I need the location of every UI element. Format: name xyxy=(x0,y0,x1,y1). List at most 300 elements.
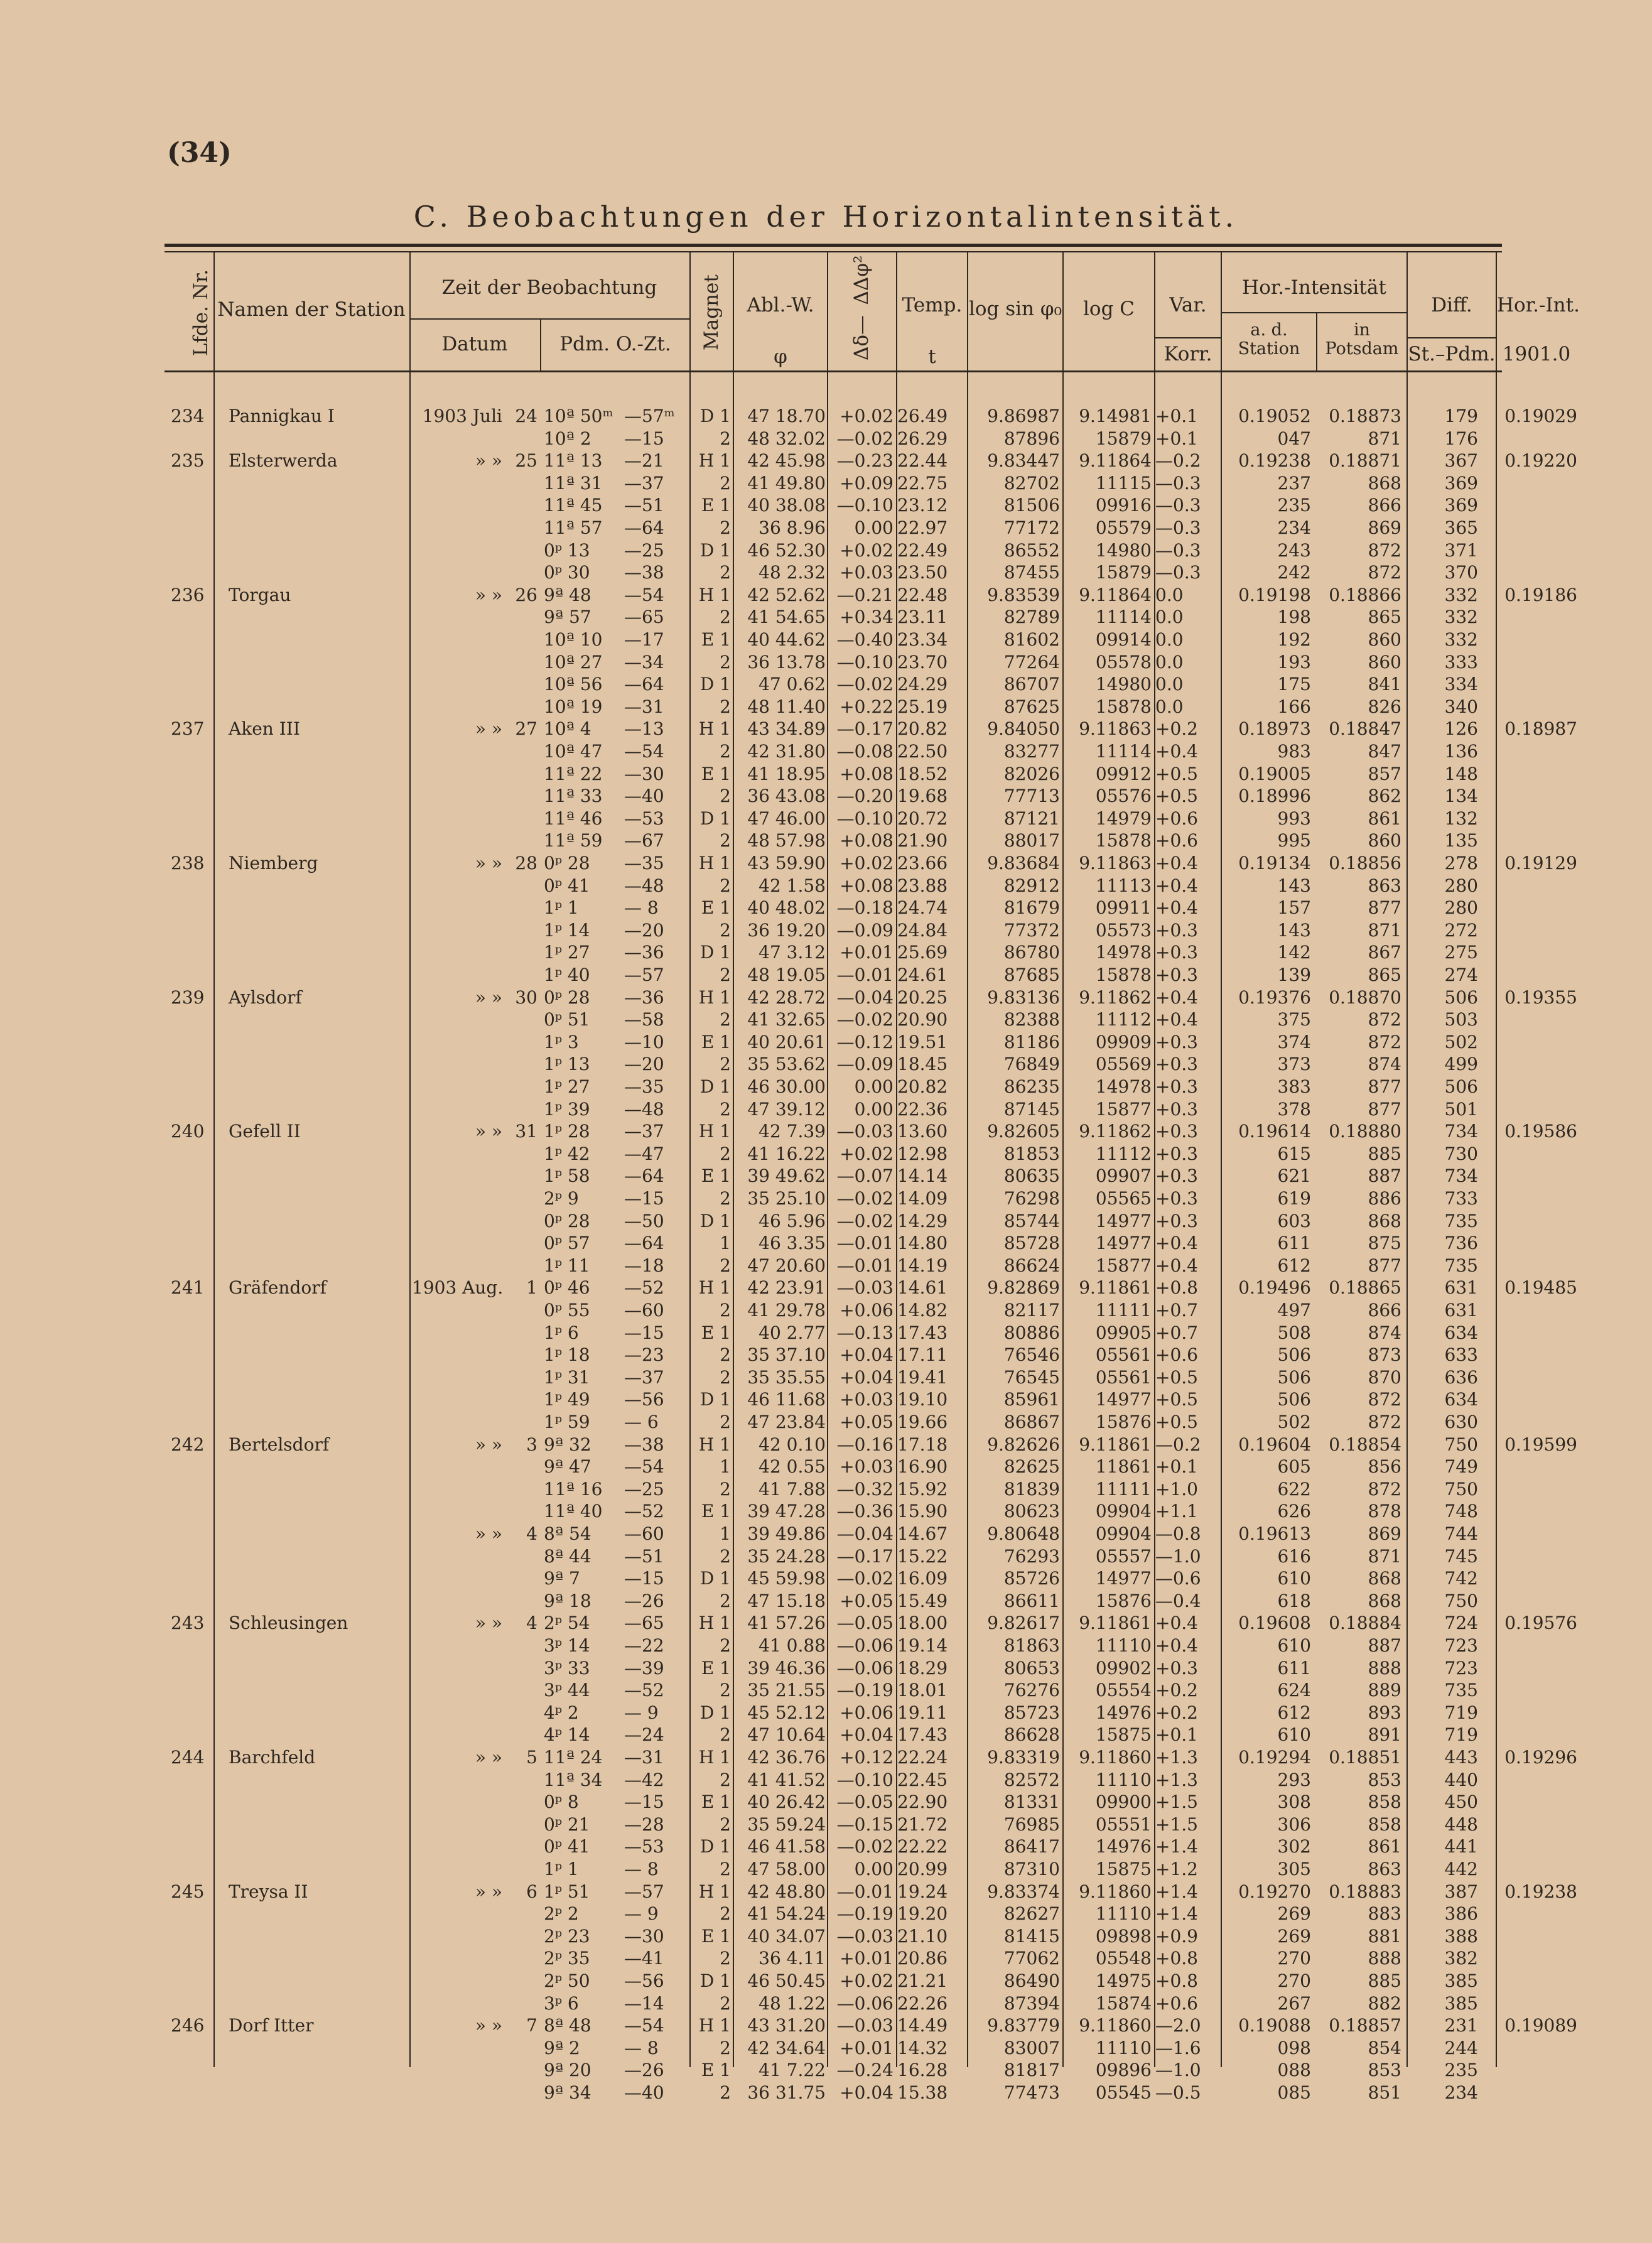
cell-hor-potsdam: 826 xyxy=(1368,696,1401,717)
cell-var-korr: —2.0 xyxy=(1155,2015,1201,2036)
cell-dphi: —0.04 xyxy=(836,986,893,1008)
cell-hor-station: 0.19614 xyxy=(1238,1121,1311,1142)
cell-temp: 14.67 xyxy=(897,1523,948,1544)
cell-hor-potsdam: 885 xyxy=(1368,1143,1401,1164)
cell-hor-potsdam: 872 xyxy=(1368,539,1401,561)
cell-logc: 14979 xyxy=(1095,808,1152,829)
cell-logc: 9.11861 xyxy=(1079,1434,1152,1455)
cell-ablw: 36 8.96 xyxy=(759,517,826,538)
cell-diff: 750 xyxy=(1444,1590,1478,1611)
cell-logsin: 87455 xyxy=(1003,562,1060,583)
cell-hor-potsdam: 841 xyxy=(1368,674,1401,695)
cell-dphi: —0.09 xyxy=(836,1054,893,1075)
cell-temp: 23.12 xyxy=(897,495,948,516)
cell-magnet: 2 xyxy=(720,1344,731,1366)
cell-dphi: —0.04 xyxy=(836,1523,893,1544)
cell-dphi: +0.04 xyxy=(839,1344,893,1366)
cell-hor-potsdam: 867 xyxy=(1368,942,1401,963)
cell-hor-potsdam: 877 xyxy=(1368,1098,1401,1120)
cell-pdm-corr: —48 xyxy=(624,875,664,896)
cell-diff: 275 xyxy=(1444,942,1478,963)
cell-station-name: Gefell II xyxy=(229,1121,301,1142)
cell-pdm-corr: — 9 xyxy=(624,1903,659,1925)
cell-time: 1ᵖ 31 xyxy=(544,1366,590,1388)
cell-var-korr: +1.5 xyxy=(1155,1792,1198,1813)
cell-diff: 724 xyxy=(1444,1613,1478,1634)
cell-temp: 14.61 xyxy=(897,1277,948,1299)
cell-diff: 499 xyxy=(1444,1054,1478,1075)
cell-var-korr: +0.3 xyxy=(1155,1076,1198,1097)
cell-temp: 21.90 xyxy=(897,830,948,851)
cell-magnet: E 1 xyxy=(701,629,731,650)
header-subline xyxy=(1406,337,1496,338)
cell-dphi: —0.10 xyxy=(836,808,893,829)
cell-ablw: 42 34.64 xyxy=(747,2037,826,2058)
table-row xyxy=(0,1881,1652,1903)
cell-ablw: 45 59.98 xyxy=(747,1568,826,1589)
cell-logsin: 81415 xyxy=(1003,1925,1060,1947)
cell-diff: 179 xyxy=(1444,406,1478,426)
cell-diff: 503 xyxy=(1444,1009,1478,1030)
cell-temp: 24.29 xyxy=(897,674,948,695)
cell-var-korr: +0.3 xyxy=(1155,942,1198,963)
cell-logsin: 80623 xyxy=(1003,1501,1060,1522)
table-row xyxy=(0,1500,1652,1522)
cell-time: 1ᵖ 11 xyxy=(544,1255,590,1276)
cell-hor-station: 621 xyxy=(1277,1165,1311,1187)
cell-magnet: D 1 xyxy=(699,1568,731,1589)
cell-logc: 15876 xyxy=(1095,1590,1152,1611)
cell-dphi: —0.09 xyxy=(836,919,893,941)
cell-hor-station: 0.19604 xyxy=(1238,1434,1311,1455)
top-rule-thin xyxy=(165,251,1502,252)
cell-logc: 09912 xyxy=(1095,763,1152,784)
cell-temp: 19.66 xyxy=(897,1412,948,1432)
cell-hor-station: 308 xyxy=(1277,1792,1311,1813)
cell-temp: 23.66 xyxy=(897,853,948,873)
cell-dphi: +0.22 xyxy=(839,696,893,717)
cell-diff: 631 xyxy=(1444,1300,1478,1321)
cell-ablw: 41 0.88 xyxy=(759,1635,826,1656)
cell-magnet: E 1 xyxy=(701,1792,731,1813)
cell-hor-potsdam: 857 xyxy=(1368,763,1401,784)
cell-datum: » » xyxy=(475,2015,502,2036)
table-row xyxy=(0,1456,1652,1478)
cell-pdm-corr: —40 xyxy=(624,786,664,807)
cell-pdm-corr: — 9 xyxy=(624,1702,659,1723)
cell-station-name: Schleusingen xyxy=(229,1613,348,1634)
cell-hor-station: 088 xyxy=(1277,2060,1311,2081)
page-number: (34) xyxy=(167,137,232,169)
cell-ablw: 41 54.65 xyxy=(747,607,826,628)
table-row xyxy=(0,785,1652,807)
cell-ablw: 35 25.10 xyxy=(747,1188,826,1209)
table-row xyxy=(0,1143,1652,1165)
cell-time: 9ª 7 xyxy=(544,1568,580,1589)
table-row xyxy=(0,718,1652,740)
cell-dphi: +0.05 xyxy=(839,1590,893,1611)
cell-temp: 21.72 xyxy=(897,1813,948,1835)
cell-temp: 19.20 xyxy=(897,1903,948,1925)
cell-logc: 14978 xyxy=(1095,942,1152,963)
header-in: in xyxy=(1353,320,1371,340)
cell-temp: 13.60 xyxy=(897,1121,948,1142)
cell-var-korr: +0.3 xyxy=(1155,1054,1198,1075)
cell-diff: 334 xyxy=(1444,674,1478,695)
table-row xyxy=(0,673,1652,695)
cell-logc: 11111 xyxy=(1095,1300,1152,1321)
cell-hor-int: 0.19238 xyxy=(1504,1881,1577,1902)
cell-var-korr: +1.4 xyxy=(1155,1903,1198,1925)
cell-magnet: 2 xyxy=(720,1769,731,1790)
cell-dphi: +0.04 xyxy=(839,2082,893,2103)
cell-var-korr: +0.3 xyxy=(1155,1098,1198,1120)
cell-pdm-corr: —10 xyxy=(624,1031,664,1052)
cell-pdm-corr: —52 xyxy=(624,1277,664,1299)
cell-time: 10ª 56 xyxy=(544,674,603,695)
cell-var-korr: —0.8 xyxy=(1155,1523,1201,1544)
table-row xyxy=(0,1567,1652,1589)
cell-temp: 23.11 xyxy=(897,607,948,628)
cell-pdm-corr: — 8 xyxy=(624,1859,659,1879)
cell-hor-station: 610 xyxy=(1277,1635,1311,1656)
cell-var-korr: 0.0 xyxy=(1155,674,1184,695)
cell-ablw: 42 36.76 xyxy=(747,1747,826,1768)
cell-hor-potsdam: 893 xyxy=(1368,1702,1401,1723)
cell-hor-station: 234 xyxy=(1277,517,1311,538)
cell-temp: 16.90 xyxy=(897,1456,948,1478)
cell-magnet: 2 xyxy=(720,517,731,538)
cell-lfde-nr: 241 xyxy=(171,1277,205,1299)
cell-hor-station: 0.19376 xyxy=(1238,986,1311,1008)
cell-var-korr: 0.0 xyxy=(1155,584,1184,605)
cell-time: 11ª 13 xyxy=(544,450,603,472)
cell-logc: 09902 xyxy=(1095,1657,1152,1678)
cell-hor-potsdam: 885 xyxy=(1368,1970,1401,1991)
cell-logsin: 77473 xyxy=(1003,2082,1060,2103)
cell-datum: » » xyxy=(475,1747,502,1768)
cell-time: 11ª 59 xyxy=(544,830,603,851)
cell-ablw: 42 48.80 xyxy=(747,1881,826,1902)
cell-var-korr: —1.0 xyxy=(1155,1545,1201,1567)
cell-ablw: 48 11.40 xyxy=(747,696,826,717)
table-row xyxy=(0,1858,1652,1880)
cell-var-korr: —0.6 xyxy=(1155,1568,1201,1589)
cell-var-korr: +0.6 xyxy=(1155,1344,1198,1366)
cell-logc: 05551 xyxy=(1095,1813,1152,1835)
cell-ablw: 41 18.95 xyxy=(747,763,826,784)
cell-magnet: 2 xyxy=(720,1948,731,1969)
cell-dphi: 0.00 xyxy=(854,517,893,538)
cell-time: 9ª 34 xyxy=(544,2082,591,2103)
cell-var-korr: —0.3 xyxy=(1155,517,1201,538)
cell-time: 2ᵖ 54 xyxy=(544,1613,590,1634)
cell-magnet: D 1 xyxy=(699,808,731,829)
cell-temp: 19.11 xyxy=(897,1702,948,1723)
cell-temp: 14.80 xyxy=(897,1233,948,1254)
cell-hor-station: 993 xyxy=(1277,808,1311,829)
cell-time: 8ª 54 xyxy=(544,1523,591,1544)
cell-hor-station: 142 xyxy=(1277,942,1311,963)
cell-diff: 274 xyxy=(1444,965,1478,985)
cell-logc: 09904 xyxy=(1095,1501,1152,1522)
cell-time: 8ª 48 xyxy=(544,2015,591,2036)
cell-dphi: +0.05 xyxy=(839,1412,893,1432)
cell-logsin: 77172 xyxy=(1003,517,1060,538)
cell-hor-station: 302 xyxy=(1277,1836,1311,1857)
cell-hor-station: 085 xyxy=(1277,2082,1311,2103)
cell-time: 1ᵖ 40 xyxy=(544,965,590,985)
table-row xyxy=(0,428,1652,450)
cell-ablw: 41 16.22 xyxy=(747,1143,826,1164)
cell-pdm-corr: —35 xyxy=(624,853,664,873)
cell-temp: 18.01 xyxy=(897,1680,948,1701)
cell-diff: 135 xyxy=(1444,830,1478,851)
cell-magnet: H 1 xyxy=(698,853,731,873)
cell-hor-station: 143 xyxy=(1277,919,1311,941)
table-row xyxy=(0,1120,1652,1142)
cell-var-korr: —0.3 xyxy=(1155,539,1201,561)
cell-temp: 14.14 xyxy=(897,1165,948,1187)
cell-logc: 09904 xyxy=(1095,1523,1152,1544)
cell-pdm-corr: —13 xyxy=(624,718,664,740)
cell-magnet: H 1 xyxy=(698,718,731,740)
cell-temp: 21.10 xyxy=(897,1925,948,1947)
cell-magnet: 2 xyxy=(720,1992,731,2014)
cell-hor-potsdam: 871 xyxy=(1368,428,1401,449)
cell-hor-potsdam: 872 xyxy=(1368,1412,1401,1432)
cell-time: 10ª 19 xyxy=(544,696,603,717)
cell-time: 0ᵖ 21 xyxy=(544,1813,590,1835)
table-row xyxy=(0,2037,1652,2059)
cell-hor-station: 605 xyxy=(1277,1456,1311,1478)
cell-hor-potsdam: 881 xyxy=(1368,1925,1401,1947)
cell-time: 1ᵖ 27 xyxy=(544,942,590,963)
table-row xyxy=(0,1076,1652,1098)
table-row xyxy=(0,1434,1652,1456)
cell-temp: 22.48 xyxy=(897,584,948,605)
cell-time: 0ᵖ 8 xyxy=(544,1792,579,1813)
cell-magnet: D 1 xyxy=(699,1702,731,1723)
cell-time: 0ᵖ 55 xyxy=(544,1300,590,1321)
cell-temp: 22.49 xyxy=(897,539,948,561)
cell-hor-potsdam: 866 xyxy=(1368,495,1401,516)
cell-ablw: 45 52.12 xyxy=(747,1702,826,1723)
cell-time: 0ᵖ 28 xyxy=(544,853,590,873)
cell-magnet: 2 xyxy=(720,562,731,583)
table-row xyxy=(0,919,1652,941)
cell-time: 2ᵖ 2 xyxy=(544,1903,579,1925)
table-row xyxy=(0,1098,1652,1120)
cell-datum: 1903 Juli xyxy=(422,406,502,426)
cell-hor-potsdam: 888 xyxy=(1368,1948,1401,1969)
cell-dphi: —0.05 xyxy=(836,1613,893,1634)
cell-var-korr: +0.1 xyxy=(1155,406,1198,426)
cell-pdm-corr: —60 xyxy=(624,1523,664,1544)
cell-dphi: —0.02 xyxy=(836,1188,893,1209)
cell-var-korr: +0.4 xyxy=(1155,1009,1198,1030)
cell-time: 3ᵖ 33 xyxy=(544,1657,590,1678)
cell-temp: 19.51 xyxy=(897,1031,948,1052)
cell-hor-station: 0.18996 xyxy=(1238,786,1311,807)
table-row xyxy=(0,539,1652,561)
cell-logc: 9.11863 xyxy=(1079,718,1152,740)
cell-temp: 18.45 xyxy=(897,1054,948,1075)
cell-diff: 506 xyxy=(1444,986,1478,1008)
cell-magnet: 2 xyxy=(720,1813,731,1835)
header-var: Var. xyxy=(1169,294,1207,316)
table-row xyxy=(0,450,1652,472)
table-row xyxy=(0,561,1652,583)
cell-diff: 176 xyxy=(1444,428,1478,449)
cell-datum: » » xyxy=(475,718,502,740)
cell-hor-station: 622 xyxy=(1277,1478,1311,1500)
cell-diff: 278 xyxy=(1444,853,1478,873)
cell-var-korr: +0.3 xyxy=(1155,1188,1198,1209)
cell-ablw: 36 13.78 xyxy=(747,651,826,673)
cell-ablw: 39 46.36 xyxy=(747,1657,826,1678)
header-korr: Korr. xyxy=(1163,343,1212,365)
cell-logsin: 86780 xyxy=(1003,942,1060,963)
cell-pdm-corr: —14 xyxy=(624,1992,664,2014)
cell-logsin: 82625 xyxy=(1003,1456,1060,1478)
cell-time: 1ᵖ 14 xyxy=(544,919,590,941)
cell-time: 3ᵖ 14 xyxy=(544,1635,590,1656)
header-subline xyxy=(1154,337,1221,338)
cell-var-korr: +0.2 xyxy=(1155,1680,1198,1701)
cell-logsin: 80653 xyxy=(1003,1657,1060,1678)
cell-ablw: 47 39.12 xyxy=(747,1098,826,1120)
cell-logc: 11113 xyxy=(1095,875,1152,896)
cell-logsin: 81679 xyxy=(1003,897,1060,919)
cell-var-korr: +0.5 xyxy=(1155,763,1198,784)
cell-logc: 14980 xyxy=(1095,539,1152,561)
cell-hor-potsdam: 0.18871 xyxy=(1329,450,1401,472)
header-ablw: Abl.-W. xyxy=(747,294,814,316)
cell-magnet: H 1 xyxy=(698,1881,731,1902)
cell-station-name: Aken III xyxy=(229,718,300,740)
cell-ablw: 47 10.64 xyxy=(747,1724,826,1746)
cell-diff: 723 xyxy=(1444,1657,1478,1678)
cell-hor-station: 995 xyxy=(1277,830,1311,851)
cell-logsin: 9.86987 xyxy=(987,406,1060,426)
cell-dphi: +0.08 xyxy=(839,763,893,784)
cell-hor-station: 375 xyxy=(1277,1009,1311,1030)
table-row xyxy=(0,1366,1652,1388)
cell-hor-station: 242 xyxy=(1277,562,1311,583)
cell-time: 10ª 27 xyxy=(544,651,603,673)
cell-dphi: +0.34 xyxy=(839,607,893,628)
cell-ablw: 43 34.89 xyxy=(747,718,826,740)
cell-var-korr: +0.1 xyxy=(1155,1724,1198,1746)
cell-hor-station: 626 xyxy=(1277,1501,1311,1522)
cell-pdm-corr: —53 xyxy=(624,808,664,829)
cell-hor-station: 619 xyxy=(1277,1188,1311,1209)
header-name: Namen der Station xyxy=(217,298,406,321)
cell-logsin: 80635 xyxy=(1003,1165,1060,1187)
cell-dphi: —0.10 xyxy=(836,1769,893,1790)
table-row xyxy=(0,1322,1652,1344)
cell-diff: 132 xyxy=(1444,808,1478,829)
cell-hor-station: 0.19608 xyxy=(1238,1613,1311,1634)
cell-diff: 450 xyxy=(1444,1792,1478,1813)
cell-pdm-corr: — 8 xyxy=(624,2037,659,2058)
cell-pdm-corr: —52 xyxy=(624,1680,664,1701)
cell-temp: 14.09 xyxy=(897,1188,948,1209)
cell-logsin: 82789 xyxy=(1003,607,1060,628)
cell-logc: 14977 xyxy=(1095,1568,1152,1589)
cell-dphi: —0.03 xyxy=(836,1277,893,1299)
cell-time: 0ᵖ 57 xyxy=(544,1233,590,1254)
cell-time: 4ᵖ 14 xyxy=(544,1724,590,1746)
cell-magnet: 2 xyxy=(720,1859,731,1879)
cell-logc: 14976 xyxy=(1095,1702,1152,1723)
cell-magnet: 2 xyxy=(720,696,731,717)
cell-hor-station: 374 xyxy=(1277,1031,1311,1052)
cell-logc: 09898 xyxy=(1095,1925,1152,1947)
cell-logc: 05548 xyxy=(1095,1948,1152,1969)
cell-time: 1ᵖ 59 xyxy=(544,1412,590,1432)
cell-pdm-corr: —58 xyxy=(624,1009,664,1030)
cell-temp: 17.11 xyxy=(897,1344,948,1366)
cell-logc: 15877 xyxy=(1095,1255,1152,1276)
table-row xyxy=(0,1590,1652,1612)
cell-logc: 05569 xyxy=(1095,1054,1152,1075)
cell-logc: 15878 xyxy=(1095,696,1152,717)
cell-temp: 26.29 xyxy=(897,428,948,449)
cell-time: 1ᵖ 27 xyxy=(544,1076,590,1097)
cell-logsin: 85744 xyxy=(1003,1210,1060,1231)
table-row xyxy=(0,897,1652,919)
cell-dphi: +0.02 xyxy=(839,539,893,561)
cell-logsin: 76276 xyxy=(1003,1680,1060,1701)
cell-time: 1ᵖ 58 xyxy=(544,1165,590,1187)
cell-time: 11ª 40 xyxy=(544,1501,603,1522)
cell-magnet: 2 xyxy=(720,1412,731,1432)
cell-magnet: 2 xyxy=(720,965,731,985)
cell-dphi: —0.06 xyxy=(836,1635,893,1656)
cell-time: 0ᵖ 46 xyxy=(544,1277,590,1299)
cell-diff: 744 xyxy=(1444,1523,1478,1544)
cell-lfde-nr: 239 xyxy=(171,986,205,1008)
cell-time: 1ᵖ 42 xyxy=(544,1143,590,1164)
cell-pdm-corr: —40 xyxy=(624,2082,664,2103)
cell-time: 11ª 22 xyxy=(544,763,603,784)
cell-pdm-corr: —15 xyxy=(624,428,664,449)
cell-station-name: Niemberg xyxy=(229,853,318,873)
cell-logsin: 81602 xyxy=(1003,629,1060,650)
cell-hor-potsdam: 878 xyxy=(1368,1501,1401,1522)
cell-lfde-nr: 238 xyxy=(171,853,205,873)
cell-datum: » » xyxy=(475,584,502,605)
cell-var-korr: +1.3 xyxy=(1155,1769,1198,1790)
cell-logc: 05579 xyxy=(1095,517,1152,538)
cell-diff: 388 xyxy=(1444,1925,1478,1947)
cell-logsin: 9.83684 xyxy=(987,853,1060,873)
cell-ablw: 47 58.00 xyxy=(747,1859,826,1879)
cell-ablw: 42 0.10 xyxy=(759,1434,826,1455)
table-row xyxy=(0,1388,1652,1410)
cell-magnet: H 1 xyxy=(698,2015,731,2036)
cell-var-korr: +1.3 xyxy=(1155,1747,1198,1768)
cell-time: 9ª 2 xyxy=(544,2037,580,2058)
cell-hor-potsdam: 0.18870 xyxy=(1329,986,1401,1008)
cell-logc: 9.11862 xyxy=(1079,986,1152,1008)
cell-var-korr: —0.3 xyxy=(1155,495,1201,516)
cell-hor-potsdam: 0.18880 xyxy=(1329,1121,1401,1142)
cell-pdm-corr: —25 xyxy=(624,539,664,561)
cell-dphi: +0.01 xyxy=(839,942,893,963)
